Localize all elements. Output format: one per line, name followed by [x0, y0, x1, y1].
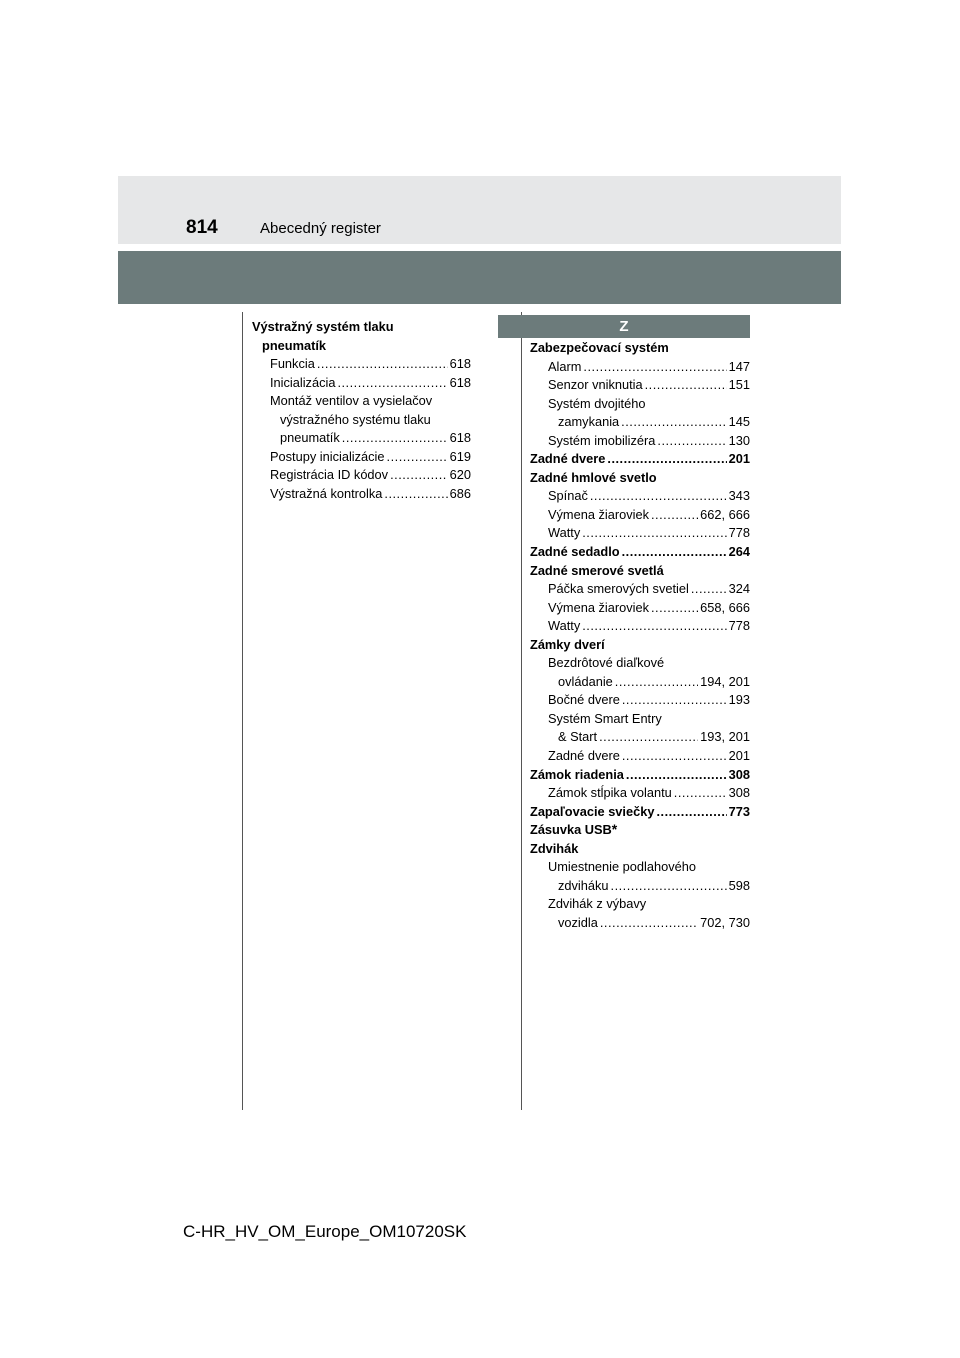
dot-leader — [615, 673, 698, 692]
index-entry-text: Zadné dvere — [548, 748, 620, 764]
index-entry-text: Zabezpečovací systém — [530, 340, 669, 355]
index-entry — [530, 877, 750, 896]
index-entry-text: Zámok stĺpika volantu — [548, 785, 672, 801]
index-entry-page: 147 — [728, 358, 750, 374]
index-entry — [530, 599, 750, 618]
index-entry — [530, 376, 750, 395]
index-entry-page: 343 — [728, 488, 750, 504]
index-entry — [530, 339, 750, 358]
dot-leader — [582, 524, 726, 543]
index-entry-text: Bezdrôtové diaľkové — [548, 655, 665, 671]
index-entry-text: Výmena žiaroviek — [548, 506, 649, 522]
index-entry — [252, 429, 471, 448]
index-entry-page: 778 — [728, 525, 750, 541]
index-entry — [530, 728, 750, 747]
index-entry-text: Zdvihák z výbavy — [548, 896, 647, 912]
index-entry-page: 308 — [728, 766, 750, 782]
index-entry-page: 194, 201 — [700, 673, 750, 689]
dot-leader — [621, 413, 726, 432]
index-entry-text: Zadné smerové svetlá — [530, 562, 664, 578]
index-entry-page: 598 — [728, 877, 750, 893]
index-entry-text: Výstražná kontrolka — [270, 485, 383, 501]
dot-leader — [651, 506, 698, 525]
index-entry — [530, 803, 750, 822]
index-entry — [530, 580, 750, 599]
dot-leader — [651, 599, 698, 618]
index-entry — [530, 450, 750, 469]
index-entry-text: Spínač — [548, 488, 588, 504]
index-entry-page: 618 — [449, 374, 471, 390]
dot-leader — [622, 543, 727, 562]
dot-leader — [337, 374, 447, 393]
index-entry — [252, 355, 471, 374]
section-title: Abecedný register — [260, 220, 381, 237]
index-entry — [530, 914, 750, 933]
index-entry-page: 686 — [449, 485, 471, 501]
dot-leader — [599, 728, 698, 747]
dot-leader — [583, 358, 726, 377]
index-entry — [252, 448, 471, 467]
index-entry — [530, 432, 750, 451]
index-entry-text: Páčka smerových svetiel — [548, 581, 689, 597]
index-entry-page: 620 — [449, 467, 471, 483]
dot-leader — [342, 429, 448, 448]
index-entry-page: 201 — [728, 451, 750, 467]
index-entry-page: 662, 666 — [700, 506, 750, 522]
index-entry — [252, 485, 471, 504]
index-entry — [530, 395, 750, 414]
index-entry — [530, 895, 750, 914]
index-entry — [530, 636, 750, 655]
index-entry-page: 308 — [728, 785, 750, 801]
index-entry-page: 618 — [449, 356, 471, 372]
dot-leader — [656, 803, 726, 822]
index-entry — [530, 469, 750, 488]
index-entry-page: 264 — [728, 544, 750, 560]
index-entry — [530, 766, 750, 785]
index-entry-text: Funkcia — [270, 356, 315, 372]
index-entry-text: Výmena žiaroviek — [548, 599, 649, 615]
index-entry-text: Zadné sedadlo — [530, 544, 620, 560]
index-entry-text: ovládanie — [558, 673, 613, 689]
index-entry-page: 773 — [728, 803, 750, 819]
index-entry — [252, 318, 471, 337]
index-entry-page: 658, 666 — [700, 599, 750, 615]
index-entry-text: Systém Smart Entry — [548, 710, 662, 726]
index-entry-text: Zásuvka USB — [530, 822, 612, 838]
dot-leader — [622, 747, 727, 766]
dot-leader — [317, 355, 448, 374]
index-entry — [530, 524, 750, 543]
index-entry-text: Zámok riadenia — [530, 766, 624, 782]
index-entry — [530, 840, 750, 859]
index-entry-page: 193 — [728, 692, 750, 708]
index-entry-text: Výstražný systém tlaku — [252, 319, 394, 334]
index-entry-text: výstražného systému tlaku — [280, 411, 431, 427]
dot-leader — [387, 448, 448, 467]
index-entry — [252, 411, 471, 430]
index-entry-text: Alarm — [548, 358, 582, 374]
dot-leader — [607, 450, 726, 469]
index-entry-text: Bočné dvere — [548, 692, 620, 708]
index-entry — [252, 466, 471, 485]
index-entry-text: Montáž ventilov a vysielačov — [270, 393, 433, 409]
dot-leader — [645, 376, 727, 395]
index-entry — [530, 673, 750, 692]
column-divider-left — [242, 312, 243, 1110]
index-entry-text: Inicializácia — [270, 374, 336, 390]
index-entry-text: pneumatík — [280, 430, 340, 446]
index-entry — [530, 784, 750, 803]
index-entry-text: Zámky dverí — [530, 636, 605, 652]
index-entry: Zásuvka USB * — [530, 821, 750, 840]
index-entry — [530, 487, 750, 506]
index-entry-text: Watty — [548, 525, 581, 541]
dot-leader — [657, 432, 726, 451]
index-entry — [530, 858, 750, 877]
document-code: C-HR_HV_OM_Europe_OM10720SK — [183, 1222, 467, 1241]
index-entry-text: Umiestnenie podlahového — [548, 859, 696, 875]
index-entry-page: 324 — [728, 581, 750, 597]
index-entry-page: 145 — [728, 414, 750, 430]
index-entry-text: & Start — [558, 729, 598, 745]
index-entry-text: Watty — [548, 618, 581, 634]
index-entry — [530, 747, 750, 766]
index-entry — [530, 691, 750, 710]
index-letter-heading: Z — [498, 315, 750, 338]
index-entry — [530, 413, 750, 432]
index-entry — [530, 358, 750, 377]
dot-leader — [626, 766, 727, 785]
index-entry — [252, 337, 471, 356]
dot-leader — [674, 784, 727, 803]
index-entry-page: 778 — [728, 618, 750, 634]
index-entry-text: Zadné dvere — [530, 451, 606, 467]
index-entry — [530, 617, 750, 636]
index-entry-text: Postupy inicializácie — [270, 448, 385, 464]
index-entry-text: Zadné hmlové svetlo — [530, 469, 657, 485]
dot-leader — [384, 485, 447, 504]
index-entry-text: Registrácia ID kódov — [270, 467, 389, 483]
index-entry-text: Zapaľovacie sviečky — [530, 803, 655, 819]
index-entry — [530, 710, 750, 729]
index-entry-page: 130 — [728, 432, 750, 448]
header-band — [118, 176, 841, 244]
dot-leader — [390, 466, 448, 485]
index-entry — [530, 654, 750, 673]
index-entry-page: 618 — [449, 430, 471, 446]
index-entry-text: vozidla — [558, 914, 598, 930]
dot-leader — [691, 580, 727, 599]
dot-leader — [590, 487, 727, 506]
index-entry — [252, 392, 471, 411]
dot-leader — [600, 914, 698, 933]
index-entry — [530, 543, 750, 562]
page-number: 814 — [186, 217, 218, 238]
column-divider-middle — [521, 312, 522, 1110]
index-column-left — [252, 318, 471, 503]
dot-leader — [622, 691, 727, 710]
index-entry — [252, 374, 471, 393]
index-entry-page: 201 — [728, 748, 750, 764]
index-entry-text: Zdvihák — [530, 840, 579, 856]
index-entry-text: pneumatík — [262, 337, 326, 353]
index-column-right — [530, 339, 750, 933]
dot-leader — [611, 877, 727, 896]
index-entry-text: Systém imobilizéra — [548, 432, 656, 448]
index-entry-page: 619 — [449, 448, 471, 464]
index-entry-page: 151 — [728, 377, 750, 393]
index-entry-page: 702, 730 — [700, 914, 750, 930]
index-entry-page: 193, 201 — [700, 729, 750, 745]
index-entry-text: zdviháku — [558, 877, 609, 893]
dot-leader — [582, 617, 726, 636]
index-entry — [530, 562, 750, 581]
index-entry-text: Systém dvojitého — [548, 395, 646, 411]
index-entry — [530, 506, 750, 525]
index-entry-text: zamykania — [558, 414, 620, 430]
index-entry-text: Senzor vniknutia — [548, 377, 643, 393]
header-dark-band — [118, 251, 841, 304]
